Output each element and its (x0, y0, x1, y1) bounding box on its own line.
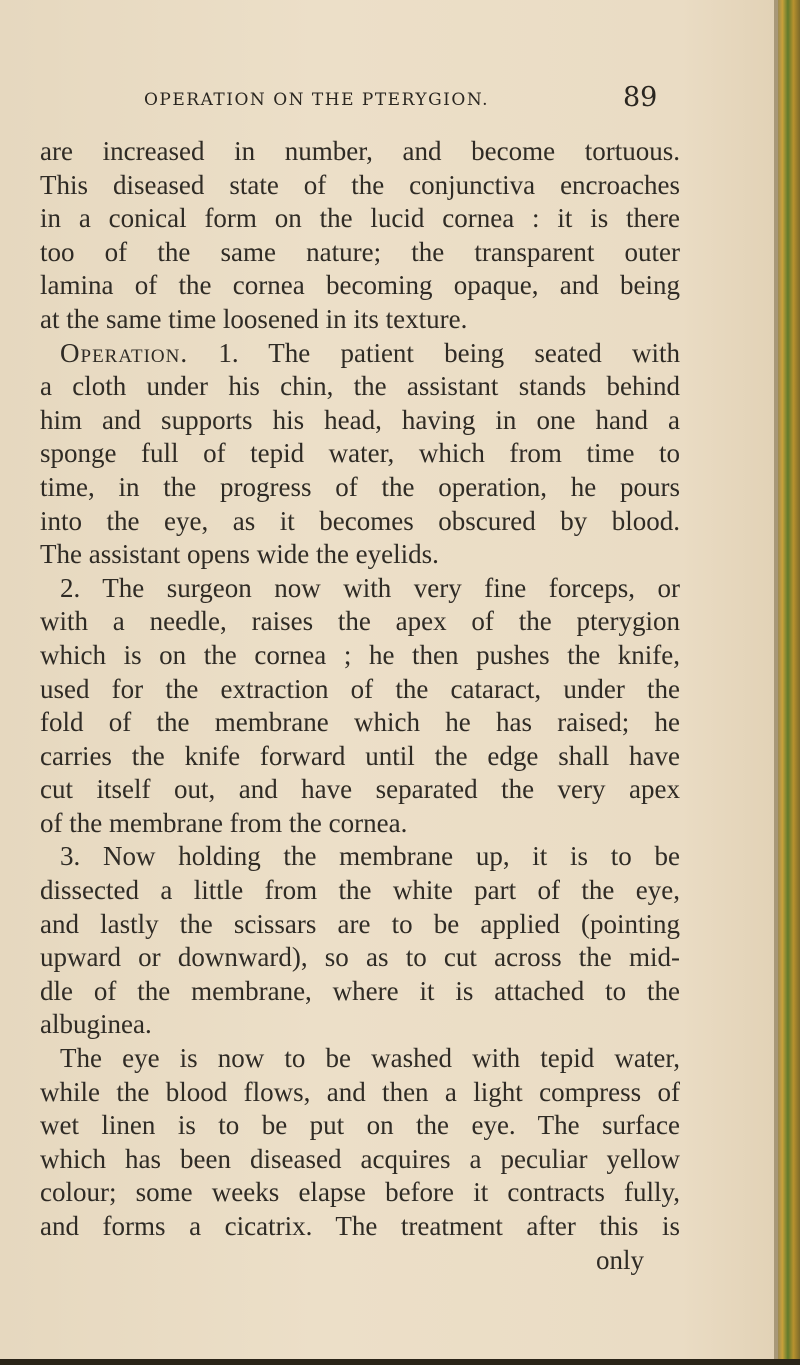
page-header (40, 82, 720, 122)
text-line: while the blood flows, and then a light compress of (40, 1076, 680, 1107)
body-text (40, 135, 680, 1277)
catchword: only (595, 1244, 644, 1275)
text-line: are increased in number, and become tortuous. (40, 136, 680, 166)
text-line: which has been diseased acquires a peculiar yellow (40, 1143, 680, 1174)
text-line: and lastly the scissars are to be applied (pointing (40, 908, 680, 939)
text-line: carries the knife forward until the edge shall have (40, 740, 680, 771)
text-line: 2. The surgeon now with very fine forceps, or (60, 572, 680, 603)
page-bottom-edge (0, 1359, 800, 1365)
text-line: fold of the membrane which he has raised; he (40, 707, 680, 738)
text-line: him and supports his head, having in one hand a (40, 404, 680, 435)
text-line: of the membrane from the cornea. (40, 807, 408, 838)
text-line: colour; some weeks elapse before it contracts fully, (40, 1177, 680, 1208)
text-line: at the same time loosened in its texture. (40, 303, 468, 334)
text-line: sponge full of tepid water, which from time to (40, 438, 680, 469)
text-line: a cloth under his chin, the assistant stands behind (40, 371, 680, 402)
text-line: too of the same nature; the transparent outer (40, 236, 680, 267)
text-line-operation (40, 337, 680, 371)
book-spine-edge (778, 0, 800, 1365)
text-line: with a needle, raises the apex of the pterygion (40, 606, 680, 637)
text-line: lamina of the cornea becoming opaque, and being (40, 270, 680, 301)
text-line: upward or downward), so as to cut across the mid- (40, 942, 680, 973)
text-line-rest: 1. The patient being seated with (218, 337, 680, 368)
text-line: dissected a little from the white part of the eye, (40, 875, 680, 906)
page-number: 89 (623, 82, 658, 113)
text-line: into the eye, as it becomes obscured by blood. (40, 505, 680, 536)
text-line: dle of the membrane, where it is attached to the (40, 975, 680, 1006)
text-line: time, in the progress of the operation, he pours (40, 471, 680, 502)
text-line: The eye is now to be washed with tepid water, (60, 1043, 680, 1074)
text-line: This diseased state of the conjunctiva encroaches (40, 169, 680, 200)
text-line: 3. Now holding the membrane up, it is to be (60, 841, 680, 872)
text-line: which is on the cornea ; he then pushes the knife, (40, 639, 680, 670)
text-line: wet linen is to be put on the eye. The surface (40, 1110, 680, 1141)
text-line: cut itself out, and have separated the very apex (40, 774, 680, 805)
text-line: used for the extraction of the cataract, under the (40, 673, 680, 704)
text-line: The assistant opens wide the eyelids. (40, 539, 439, 570)
text-line: and forms a cicatrix. The treatment after this is (40, 1211, 680, 1241)
text-line: in a conical form on the lucid cornea : it is there (40, 203, 680, 234)
running-title: OPERATION ON THE PTERYGION. (144, 90, 490, 110)
section-label: Operation. (60, 337, 189, 368)
text-line: albuginea. (40, 1009, 152, 1040)
